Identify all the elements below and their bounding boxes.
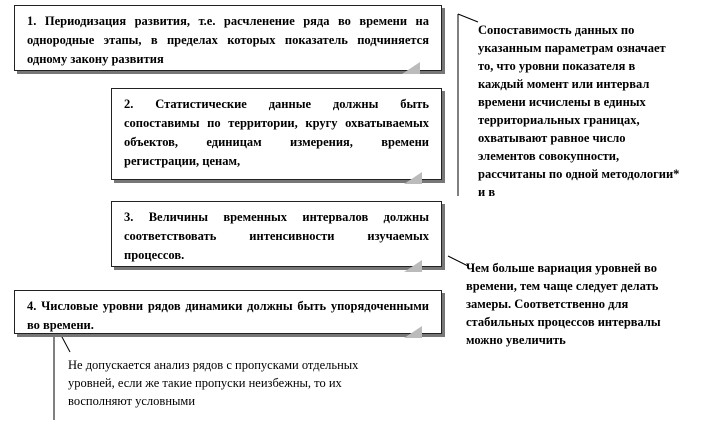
principle-box-4 [14,290,442,334]
principle-4-text: 4. Числовые уровни рядов динамики должны быть упорядоченными во времени. [27,299,429,332]
principle-2-text: 2. Статистические данные должны быть сопоставимы по территории, кругу охватываемых объектов, единицам измерения, времени регистрации, ценам, [124,97,429,168]
comparability-note [478,21,683,201]
principle-box-1 [14,5,442,71]
variation-connector-line [448,256,468,266]
variation-note [466,259,691,349]
gaps-note-text: Не допускается анализ рядов с пропусками отдельных уровней, если же такие пропуски неизбежны, то их восполняют условными [68,358,359,408]
principle-3-text: 3. Величины временных интервалов должны соответствовать интенсивности изучаемых процессов. [124,210,429,262]
principle-1-text: 1. Периодизация развития, т.е. расчленение ряда во времени на однородные этапы, в пределах которых показатель подчиняется одному закону развития [27,14,429,66]
comparability-note-text: Сопоставимость данных по указанным параметрам означает то, что уровни показателя в каждый момент или интервал времени исчислены в единых территориальных границах, охватывают равное число элементов совокупности, рассчитаны по одной методологии* и в [478,23,680,199]
principle-box-2 [111,88,442,180]
principle-box-3 [111,201,442,267]
variation-note-text: Чем больше вариация уровней во времени, тем чаще следует делать замеры. Соответственно для стабильных процессов интервалы можно увеличить [466,261,661,347]
comparability-tick-line [458,14,478,22]
gaps-note [68,356,390,410]
